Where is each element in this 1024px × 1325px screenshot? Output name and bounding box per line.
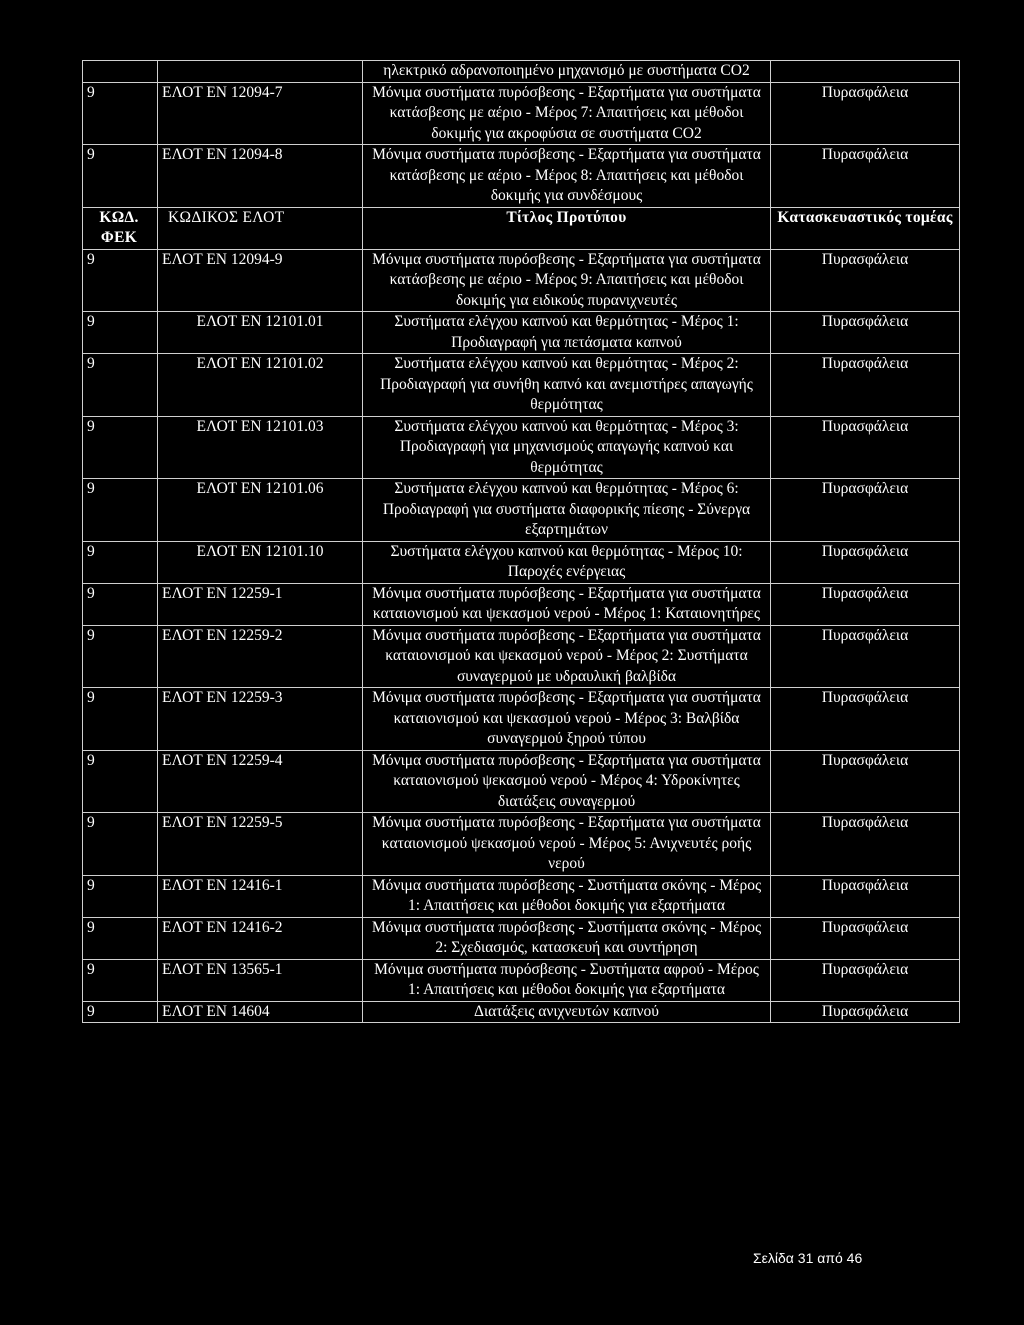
fek-cell: 9 — [83, 82, 158, 145]
fek-cell: 9 — [83, 917, 158, 959]
table-row — [83, 249, 960, 312]
code-cell: ΕΛΟΤ ΕΝ 12259-5 — [158, 813, 363, 876]
table-row — [83, 813, 960, 876]
sector-cell: Πυρασφάλεια — [771, 479, 960, 542]
table-row — [83, 959, 960, 1001]
fek-cell: 9 — [83, 416, 158, 479]
header-fek: ΚΩΔ. ΦΕΚ — [83, 207, 158, 249]
fek-cell: 9 — [83, 1001, 158, 1023]
sector-cell: Πυρασφάλεια — [771, 959, 960, 1001]
table-row — [83, 750, 960, 813]
code-cell: ΕΛΟΤ ΕΝ 12101.03 — [158, 416, 363, 479]
code-cell: ΕΛΟΤ ΕΝ 12101.10 — [158, 541, 363, 583]
title-cell: Συστήματα ελέγχου καπνού και θερμότητας - Μέρος 2: Προδιαγραφή για συνήθη καπνό και ανεμιστήρες απαγωγής θερμότητας — [363, 354, 771, 417]
code-cell: ΕΛΟΤ ΕΝ 13565-1 — [158, 959, 363, 1001]
code-cell: ΕΛΟΤ ΕΝ 12416-1 — [158, 875, 363, 917]
fek-cell: 9 — [83, 875, 158, 917]
code-cell: ΕΛΟΤ ΕΝ 12094-7 — [158, 82, 363, 145]
title-cell: Μόνιμα συστήματα πυρόσβεσης - Εξαρτήματα για συστήματα καταιονισμού και ψεκασμού νερού - Μέρος 3: Βαλβίδα συναγερμού ξηρού τύπου — [363, 688, 771, 751]
code-cell: ΕΛΟΤ ΕΝ 12101.06 — [158, 479, 363, 542]
sector-cell: Πυρασφάλεια — [771, 416, 960, 479]
table-row — [83, 416, 960, 479]
title-cell: Μόνιμα συστήματα πυρόσβεσης - Συστήματα σκόνης - Μέρος 1: Απαιτήσεις και μέθοδοι δοκιμής για εξαρτήματα — [363, 875, 771, 917]
sector-cell: Πυρασφάλεια — [771, 145, 960, 208]
table-row — [83, 688, 960, 751]
fek-cell: 9 — [83, 959, 158, 1001]
header-title: Τίτλος Προτύπου — [363, 207, 771, 249]
code-cell: ΕΛΟΤ ΕΝ 12259-1 — [158, 583, 363, 625]
fek-cell: 9 — [83, 813, 158, 876]
fek-cell: 9 — [83, 750, 158, 813]
title-cell: Συστήματα ελέγχου καπνού και θερμότητας - Μέρος 3: Προδιαγραφή για μηχανισμούς απαγωγής καπνού και θερμότητας — [363, 416, 771, 479]
title-cell: Μόνιμα συστήματα πυρόσβεσης - Συστήματα αφρού - Μέρος 1: Απαιτήσεις και μέθοδοι δοκιμής για εξαρτήματα — [363, 959, 771, 1001]
sector-cell: Πυρασφάλεια — [771, 625, 960, 688]
title-cell: Μόνιμα συστήματα πυρόσβεσης - Εξαρτήματα για συστήματα καταιονισμού και ψεκασμού νερού - Μέρος 2: Συστήματα συναγερμού με υδραυλική βαλβίδα — [363, 625, 771, 688]
code-cell: ΕΛΟΤ ΕΝ 12259-3 — [158, 688, 363, 751]
code-cell: ΕΛΟΤ ΕΝ 12259-4 — [158, 750, 363, 813]
fek-cell: 9 — [83, 625, 158, 688]
fek-cell: 9 — [83, 583, 158, 625]
fek-cell: 9 — [83, 145, 158, 208]
fek-cell: 9 — [83, 479, 158, 542]
fek-cell — [83, 61, 158, 83]
sector-cell: Πυρασφάλεια — [771, 354, 960, 417]
code-cell: ΕΛΟΤ ΕΝ 12094-9 — [158, 249, 363, 312]
code-cell: ΕΛΟΤ ΕΝ 12416-2 — [158, 917, 363, 959]
table-row — [83, 625, 960, 688]
table-row — [83, 917, 960, 959]
title-cell: Συστήματα ελέγχου καπνού και θερμότητας - Μέρος 6: Προδιαγραφή για συστήματα διαφορικής πίεσης - Σύνεργα εξαρτημάτων — [363, 479, 771, 542]
title-cell: Μόνιμα συστήματα πυρόσβεσης - Εξαρτήματα για συστήματα καταιονισμού και ψεκασμού νερού - Μέρος 1: Καταιονητήρες — [363, 583, 771, 625]
title-cell: Μόνιμα συστήματα πυρόσβεσης - Εξαρτήματα για συστήματα καταιονισμού ψεκασμού νερού - Μέρος 4: Υδροκίνητες διατάξεις συναγερμού — [363, 750, 771, 813]
fek-cell: 9 — [83, 249, 158, 312]
sector-cell: Πυρασφάλεια — [771, 875, 960, 917]
sector-cell: Πυρασφάλεια — [771, 82, 960, 145]
table-row — [83, 354, 960, 417]
table-row — [83, 61, 960, 83]
table-row — [83, 875, 960, 917]
title-cell: Συστήματα ελέγχου καπνού και θερμότητας - Μέρος 10: Παροχές ενέργειας — [363, 541, 771, 583]
sector-cell — [771, 61, 960, 83]
title-cell: Μόνιμα συστήματα πυρόσβεσης - Συστήματα σκόνης - Μέρος 2: Σχεδιασμός, κατασκευή και συντήρηση — [363, 917, 771, 959]
header-sector: Κατασκευαστικός τομέας — [771, 207, 960, 249]
code-cell: ΕΛΟΤ ΕΝ 12101.01 — [158, 312, 363, 354]
table-row — [83, 145, 960, 208]
code-cell: ΕΛΟΤ ΕΝ 12259-2 — [158, 625, 363, 688]
table-row — [83, 541, 960, 583]
title-cell: Μόνιμα συστήματα πυρόσβεσης - Εξαρτήματα για συστήματα κατάσβεσης με αέριο - Μέρος 8: Απαιτήσεις και μέθοδοι δοκιμής για συνδέσμους — [363, 145, 771, 208]
title-cell: Μόνιμα συστήματα πυρόσβεσης - Εξαρτήματα για συστήματα κατάσβεσης με αέριο - Μέρος 7: Απαιτήσεις και μέθοδοι δοκιμής για ακροφύσια σε συστήματα CO2 — [363, 82, 771, 145]
table-row — [83, 312, 960, 354]
sector-cell: Πυρασφάλεια — [771, 1001, 960, 1023]
sector-cell: Πυρασφάλεια — [771, 688, 960, 751]
fek-cell: 9 — [83, 688, 158, 751]
title-cell: ηλεκτρικό αδρανοποιημένο μηχανισμό με συστήματα CO2 — [363, 61, 771, 83]
fek-cell: 9 — [83, 541, 158, 583]
sector-cell: Πυρασφάλεια — [771, 750, 960, 813]
code-cell: ΕΛΟΤ ΕΝ 14604 — [158, 1001, 363, 1023]
sector-cell: Πυρασφάλεια — [771, 813, 960, 876]
title-cell: Συστήματα ελέγχου καπνού και θερμότητας - Μέρος 1: Προδιαγραφή για πετάσματα καπνού — [363, 312, 771, 354]
title-cell: Μόνιμα συστήματα πυρόσβεσης - Εξαρτήματα για συστήματα κατάσβεσης με αέριο - Μέρος 9: Απαιτήσεις και μέθοδοι δοκιμής για ειδικούς πυρανιχνευτές — [363, 249, 771, 312]
fek-cell: 9 — [83, 312, 158, 354]
title-cell: Μόνιμα συστήματα πυρόσβεσης - Εξαρτήματα για συστήματα καταιονισμού ψεκασμού νερού - Μέρος 5: Ανιχνευτές ροής νερού — [363, 813, 771, 876]
title-cell: Διατάξεις ανιχνευτών καπνού — [363, 1001, 771, 1023]
standards-table — [82, 60, 960, 1023]
table-row — [83, 583, 960, 625]
table-header-row — [83, 207, 960, 249]
sector-cell: Πυρασφάλεια — [771, 583, 960, 625]
code-cell: ΕΛΟΤ ΕΝ 12101.02 — [158, 354, 363, 417]
header-code: ΚΩΔΙΚΟΣ ΕΛΟΤ — [158, 207, 363, 249]
sector-cell: Πυρασφάλεια — [771, 312, 960, 354]
sector-cell: Πυρασφάλεια — [771, 917, 960, 959]
code-cell — [158, 61, 363, 83]
table-row — [83, 1001, 960, 1023]
sector-cell: Πυρασφάλεια — [771, 541, 960, 583]
page-number: Σελίδα 31 από 46 — [753, 1250, 863, 1266]
table-row — [83, 479, 960, 542]
code-cell: ΕΛΟΤ ΕΝ 12094-8 — [158, 145, 363, 208]
fek-cell: 9 — [83, 354, 158, 417]
sector-cell: Πυρασφάλεια — [771, 249, 960, 312]
table-row — [83, 82, 960, 145]
